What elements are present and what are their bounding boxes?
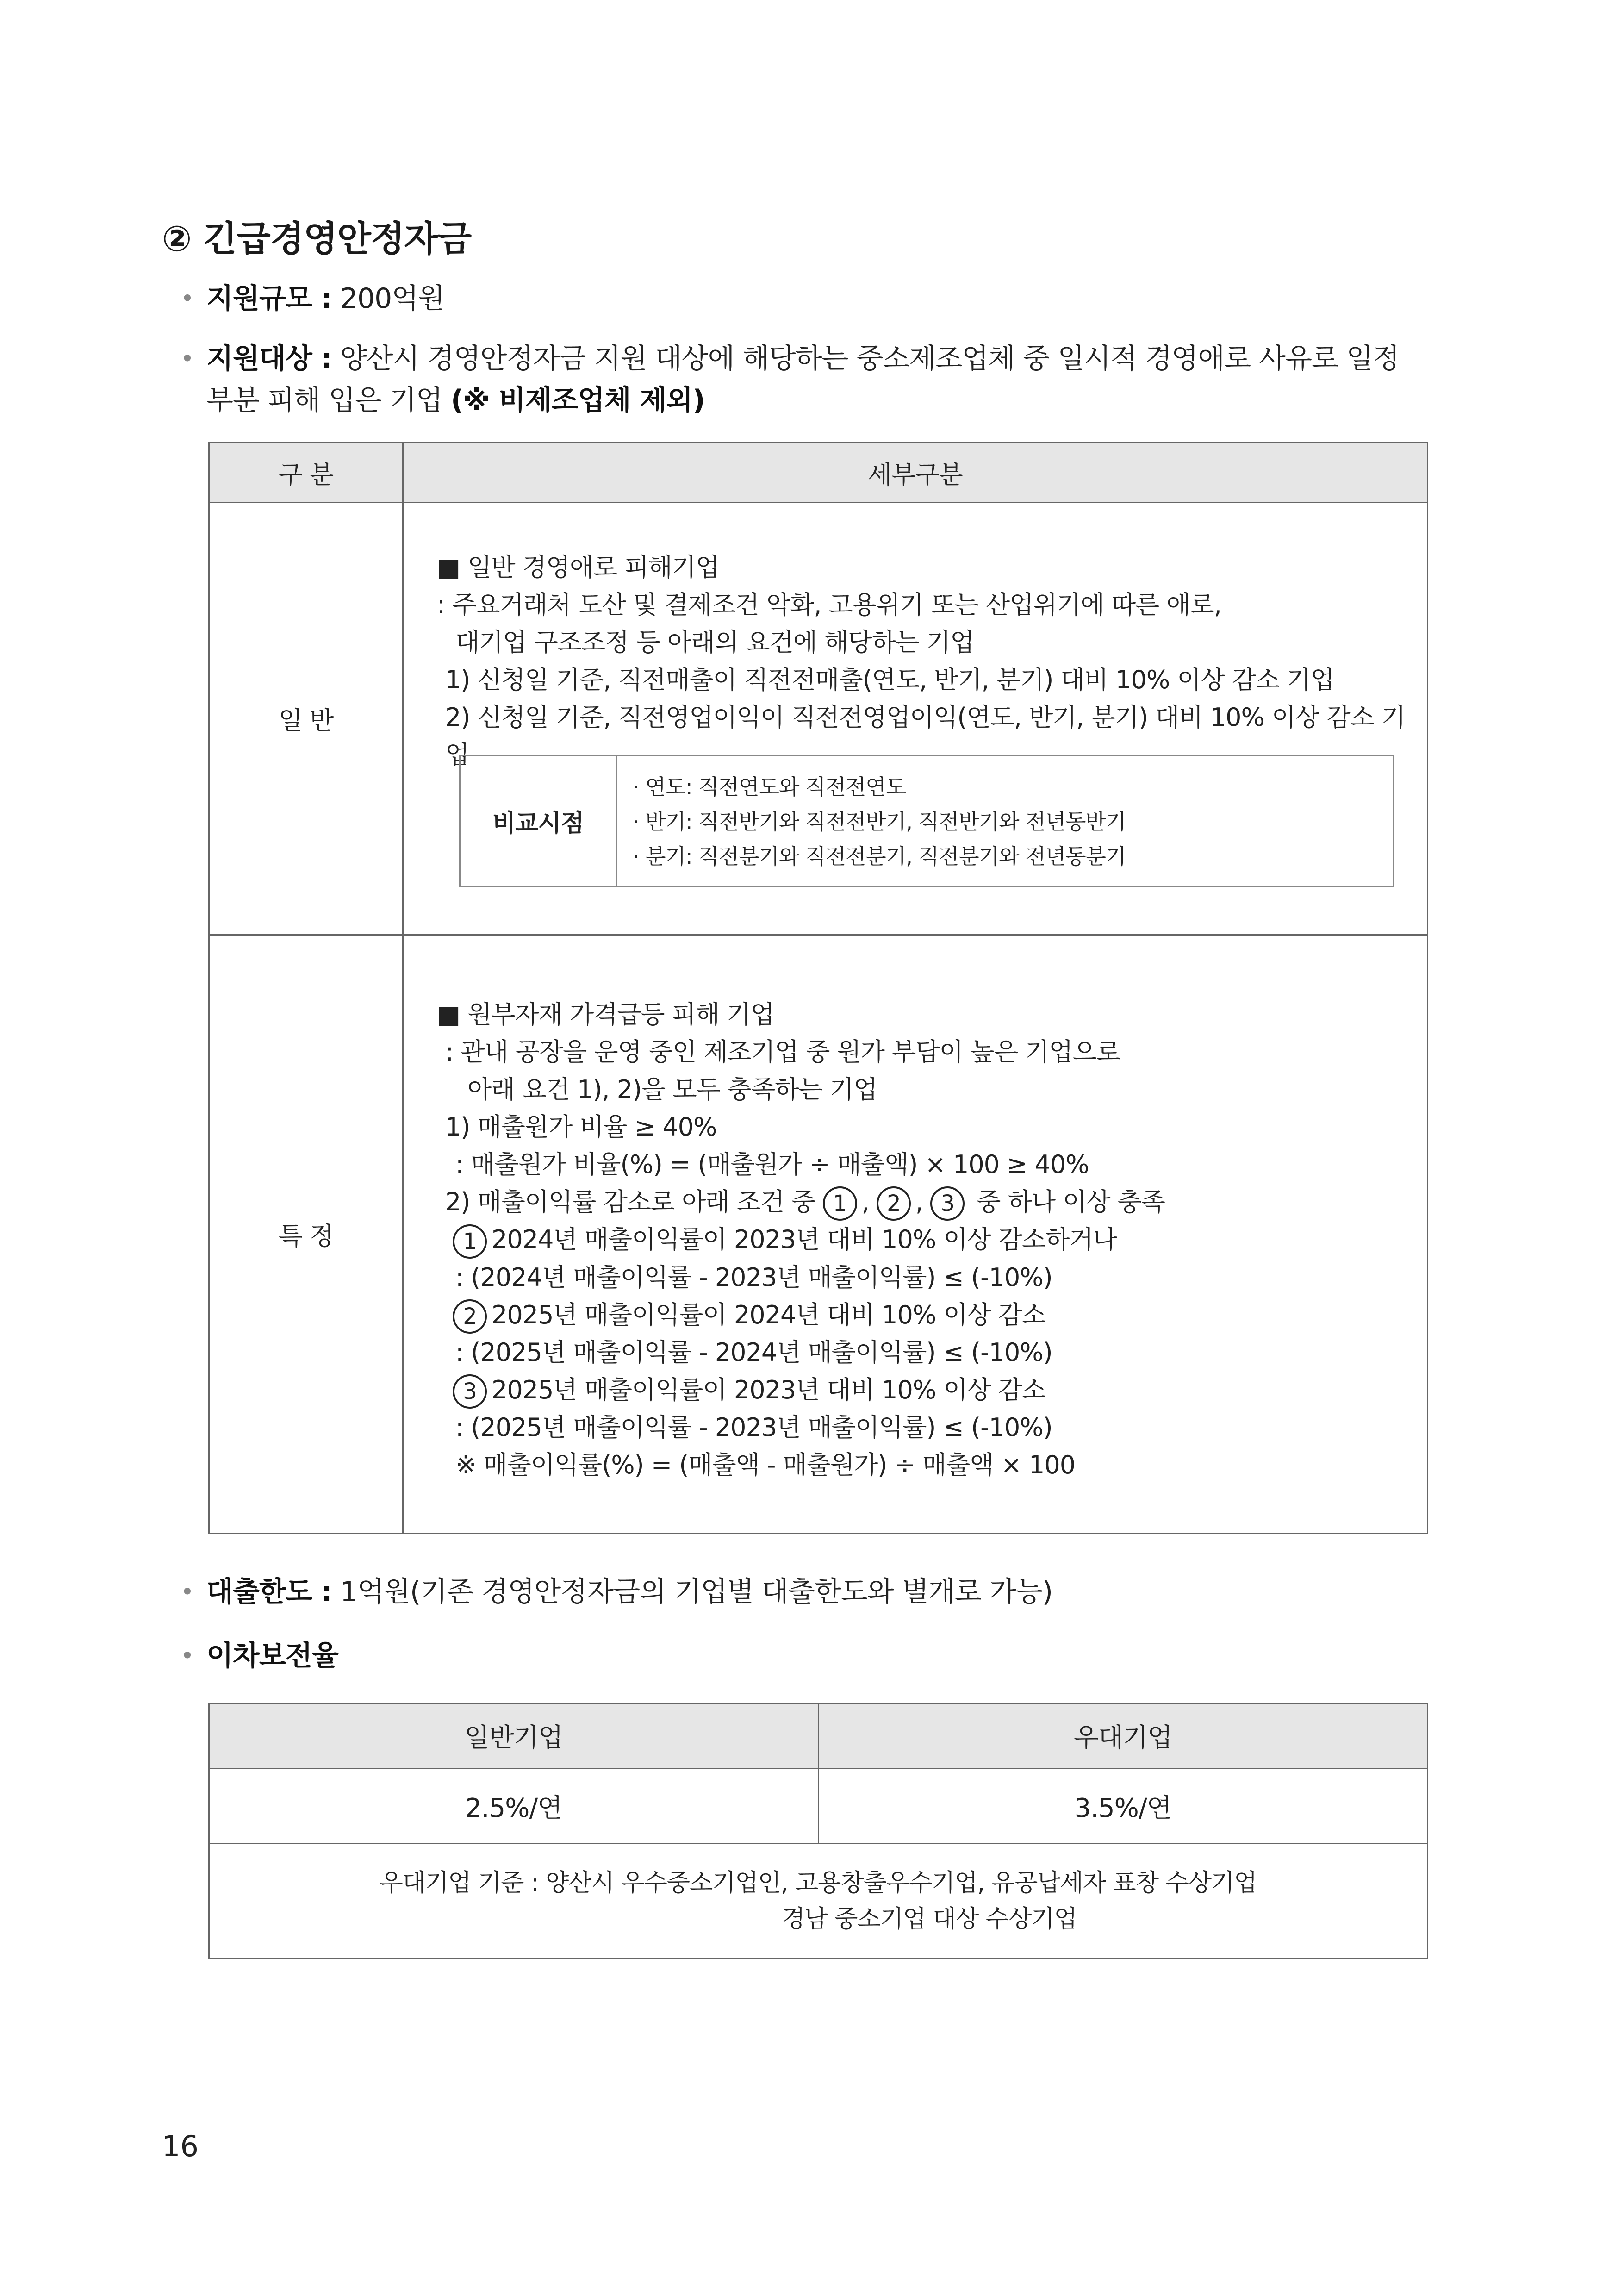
detail-text: 2024년 매출이익률이 2023년 대비 10% 이상 감소하거나	[492, 1225, 1117, 1254]
bullet-value: 양산시 경영안정자금 지원 대상에 해당하는 중소제조업체 중 일시적 경영애로 사유로 일정	[340, 343, 1400, 375]
detail-line: : (2025년 매출이익률 - 2024년 매출이익률) ≤ (-10%)	[455, 1338, 1052, 1367]
bullet-support-target	[180, 338, 1399, 421]
circle-1-icon: 1	[823, 1186, 857, 1221]
detail-special	[403, 935, 1428, 1534]
page-number: 16	[162, 2129, 199, 2163]
detail-general	[403, 503, 1428, 935]
header-detail: 세부구분	[403, 443, 1428, 503]
header-category: 구 분	[209, 443, 403, 503]
bullet-dot-icon: •	[180, 285, 194, 312]
detail-line	[437, 1371, 1165, 1409]
detail-line: : 관내 공장을 운영 중인 제조기업 중 원가 부담이 높은 기업으로	[445, 1037, 1120, 1067]
bullet-loan-limit	[180, 1571, 1052, 1613]
bullet-label: 이차보전율	[206, 1640, 338, 1672]
detail-line: 1) 신청일 기준, 직전매출이 직전전매출(연도, 반기, 분기) 대비 10% 이상 감소 기업	[445, 665, 1334, 694]
rate-preferred: 3.5%/연	[818, 1769, 1428, 1844]
detail-line: ※ 매출이익률(%) = (매출액 - 매출원가) ÷ 매출액 × 100	[455, 1450, 1076, 1480]
compare-box	[459, 755, 1394, 887]
detail-line: 대기업 구조조정 등 아래의 요건에 해당하는 기업	[455, 628, 974, 657]
category-special: 특 정	[209, 935, 403, 1534]
compare-item: · 반기: 직전반기와 직전전반기, 직전반기와 전년동반기	[633, 809, 1126, 834]
detail-line: ■ 일반 경영애로 피해기업	[437, 553, 720, 582]
circle-2-icon: 2	[453, 1299, 487, 1334]
preferred-criteria-note	[209, 1844, 1428, 1959]
compare-item: · 분기: 직전분기와 직전전분기, 직전분기와 전년동분기	[633, 844, 1126, 869]
circle-3-icon: 3	[453, 1374, 487, 1409]
section-title: ② 긴급경영안정자금	[162, 218, 472, 259]
bullet-value: 200억원	[340, 282, 445, 315]
interest-table	[208, 1703, 1428, 1959]
detail-line: 2) 매출이익률 감소로 아래 조건 중 1 , 2 , 3 중 하나 이상 충족	[437, 1183, 1165, 1221]
bullet-label: 지원규모 :	[206, 282, 332, 315]
compare-label: 비교시점	[461, 756, 617, 886]
circle-2-icon: 2	[877, 1186, 911, 1221]
rate-general: 2.5%/연	[209, 1769, 819, 1844]
detail-line: 아래 요건 1), 2)을 모두 충족하는 기업	[467, 1075, 877, 1104]
category-general: 일 반	[209, 503, 403, 935]
detail-line: ■ 원부자재 가격급등 피해 기업	[437, 1000, 774, 1029]
detail-line: : 주요거래처 도산 및 결제조건 악화, 고용위기 또는 산업위기에 따른 애로,	[437, 590, 1221, 619]
note-line: 경남 중소기업 대상 수상기업	[782, 1905, 1077, 1933]
bullet-label: 지원대상 :	[206, 343, 332, 375]
header-general-company: 일반기업	[209, 1703, 819, 1769]
detail-text: 2) 매출이익률 감소로 아래 조건 중	[445, 1187, 815, 1217]
circle-1-icon: 1	[453, 1224, 487, 1259]
bullet-label: 대출한도 :	[206, 1576, 332, 1608]
detail-line: 1) 매출원가 비율 ≥ 40%	[445, 1112, 717, 1142]
bullet-dot-icon: •	[180, 345, 194, 372]
header-preferred-company: 우대기업	[818, 1703, 1428, 1769]
bullet-dot-icon: •	[180, 1642, 194, 1669]
circle-3-icon: 3	[930, 1186, 965, 1221]
detail-text: 중 하나 이상 충족	[977, 1187, 1165, 1217]
note-line: 우대기업 기준 : 양산시 우수중소기업인, 고용창출우수기업, 유공납세자 표창 수상기업	[380, 1869, 1257, 1897]
detail-line	[437, 1221, 1165, 1258]
bullet-value: 1억원(기존 경영안정자금의 기업별 대출한도와 별개로 가능)	[340, 1576, 1053, 1608]
bullet-value-line2: 부분 피해 입은 기업	[206, 384, 442, 417]
detail-line	[437, 1296, 1165, 1334]
criteria-table	[208, 442, 1428, 1534]
bullet-support-scale	[180, 278, 444, 319]
detail-text: 2025년 매출이익률이 2024년 대비 10% 이상 감소	[492, 1300, 1046, 1329]
detail-line: : (2025년 매출이익률 - 2023년 매출이익률) ≤ (-10%)	[455, 1413, 1052, 1442]
bullet-note: (※ 비제조업체 제외)	[450, 384, 705, 417]
detail-line: : 매출원가 비율(%) = (매출원가 ÷ 매출액) × 100 ≥ 40%	[455, 1150, 1089, 1179]
detail-line: 2) 신청일 기준, 직전영업이익이 직전전영업이익(연도, 반기, 분기) 대비 10% 이상 감소 기업	[445, 703, 1406, 769]
bullet-dot-icon: •	[180, 1578, 194, 1605]
detail-text: 2025년 매출이익률이 2023년 대비 10% 이상 감소	[492, 1375, 1046, 1405]
bullet-interest-rate	[180, 1635, 338, 1677]
compare-item: · 연도: 직전연도와 직전전연도	[633, 774, 906, 799]
detail-line: : (2024년 매출이익률 - 2023년 매출이익률) ≤ (-10%)	[455, 1262, 1052, 1292]
